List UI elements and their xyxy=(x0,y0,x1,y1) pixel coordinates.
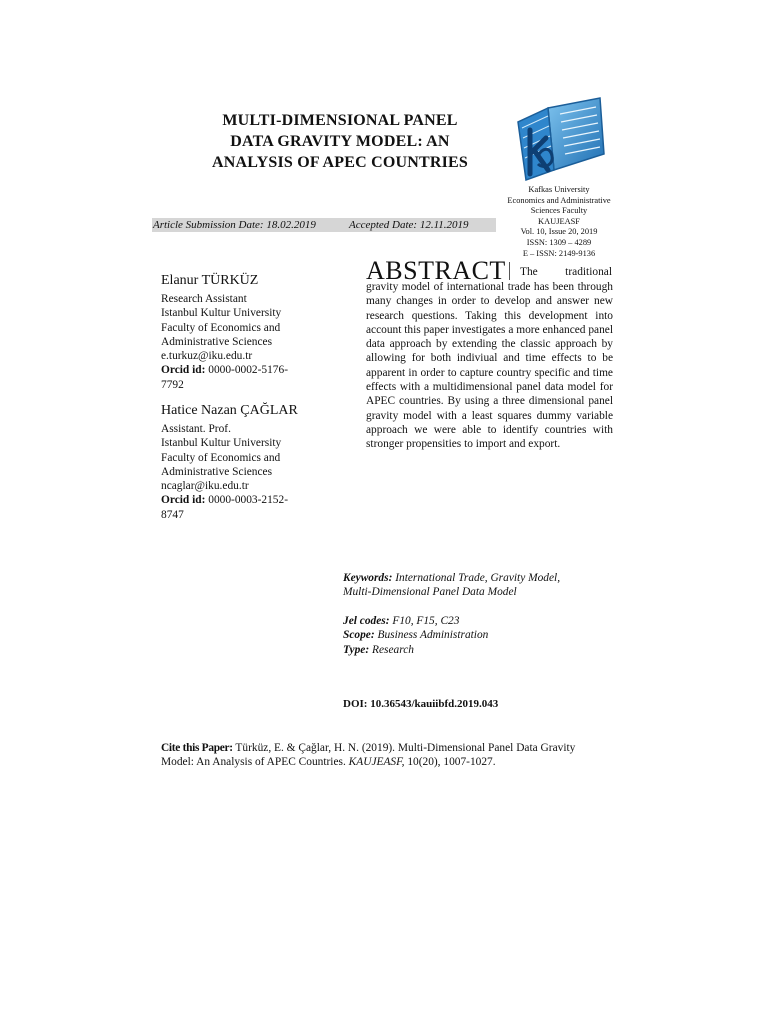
scope xyxy=(343,628,643,642)
citation-journal: KAUJEASF, xyxy=(348,756,405,769)
title-line: MULTI-DIMENSIONAL PANEL xyxy=(222,112,458,129)
doi[interactable] xyxy=(343,698,498,710)
abstract-body: gravity model of international trade has been through many changes in order to develop and answer new research questions. Taking this development into account this paper investigates a more enhanced panel data approach by extending the classic approach by allowing for both indiviual and time effects to be apparent in order to capture country specific and time effects with a multidimensional panel data model for APEC countries. By using a three dimensional panel gravity model with a least squares dummy variable approach we were able to identify countries with stronger propensities to import and export. xyxy=(366,281,614,451)
citation-pages: 10(20), 1007-1027. xyxy=(407,756,496,769)
abstract-first-line: The traditional xyxy=(520,266,612,278)
author-title: Research Assistant xyxy=(161,293,247,305)
scope-value: Business Administration xyxy=(377,629,489,642)
author-email[interactable]: e.turkuz@iku.edu.tr xyxy=(161,350,253,363)
keywords-line xyxy=(343,571,643,585)
type-value: Research xyxy=(372,643,414,656)
type xyxy=(343,643,643,657)
orcid-value: 0000-0003-2152- xyxy=(208,494,288,507)
citation-text: Türküz, E. & Çağlar, H. N. (2019). Multi-Dimensional Panel Data Gravity xyxy=(235,742,576,754)
accepted-date: Accepted Date: 12.11.2019 xyxy=(349,219,469,231)
author-name: Hatice Nazan ÇAĞLAR xyxy=(161,403,298,418)
author-affiliation: Administrative Sciences xyxy=(161,335,273,348)
citation-line xyxy=(161,741,601,755)
author-name: Elanur TÜRKÜZ xyxy=(161,273,259,288)
journal-info-line: Kafkas University xyxy=(528,185,590,194)
citation-text: Model: An Analysis of APEC Countries. xyxy=(161,756,346,769)
doi-value[interactable]: 10.36543/kauiibfd.2019.043 xyxy=(370,698,499,710)
keywords-value: International Trade, Gravity Model, xyxy=(395,572,561,584)
author-block xyxy=(161,402,361,522)
journal-info-line: Economics and Administrative xyxy=(507,195,611,205)
journal-logo-icon xyxy=(508,94,608,186)
citation-line-2 xyxy=(161,755,601,769)
title-line: DATA GRAVITY MODEL: AN xyxy=(230,133,450,150)
keywords-label: Keywords: xyxy=(343,572,393,584)
author-affiliation: Istanbul Kultur University xyxy=(161,307,282,320)
jel-codes xyxy=(343,614,643,628)
keywords-line-2: Multi-Dimensional Panel Data Model xyxy=(343,586,517,599)
doi-label: DOI: xyxy=(343,698,368,710)
journal-info-line: E – ISSN: 2149-9136 xyxy=(522,248,596,258)
author-orcid-cont: 8747 xyxy=(161,508,184,521)
journal-info-line: Sciences Faculty xyxy=(530,206,588,216)
scope-label: Scope: xyxy=(343,629,375,642)
author-orcid xyxy=(161,493,361,507)
author-orcid-cont: 7792 xyxy=(161,378,184,391)
author-affiliation: Faculty of Economics and xyxy=(161,321,281,334)
paper-title xyxy=(170,110,510,173)
type-label: Type: xyxy=(343,643,370,656)
title-line: ANALYSIS OF APEC COUNTRIES xyxy=(211,154,469,171)
orcid-value: 0000-0002-5176- xyxy=(208,364,288,377)
author-affiliation: Administrative Sciences xyxy=(161,465,273,478)
jel-label: Jel codes: xyxy=(343,615,390,627)
orcid-label: Orcid id: xyxy=(161,364,206,377)
abstract-heading-text: ABSTRACT xyxy=(366,256,506,285)
author-orcid xyxy=(161,363,361,377)
journal-info-line: KAUJEASF xyxy=(538,216,580,226)
classification-block xyxy=(343,614,643,657)
orcid-label: Orcid id: xyxy=(161,494,206,507)
author-affiliation: Istanbul Kultur University xyxy=(161,437,282,450)
text-cursor-mark xyxy=(509,262,510,280)
author-email[interactable]: ncaglar@iku.edu.tr xyxy=(161,480,249,493)
journal-info xyxy=(494,185,624,259)
article-dates-bar xyxy=(152,218,496,232)
citation-block xyxy=(161,741,601,770)
journal-info-line: Vol. 10, Issue 20, 2019 xyxy=(520,227,598,237)
author-title: Assistant. Prof. xyxy=(161,423,231,435)
citation-label: Cite this Paper: xyxy=(161,742,233,754)
journal-info-line: ISSN: 1309 – 4289 xyxy=(526,237,592,247)
author-block xyxy=(161,272,361,392)
author-affiliation: Faculty of Economics and xyxy=(161,451,281,464)
keywords-block xyxy=(343,571,643,600)
submission-date: Article Submission Date: 18.02.2019 xyxy=(153,219,316,231)
jel-value: F10, F15, C23 xyxy=(392,615,460,627)
